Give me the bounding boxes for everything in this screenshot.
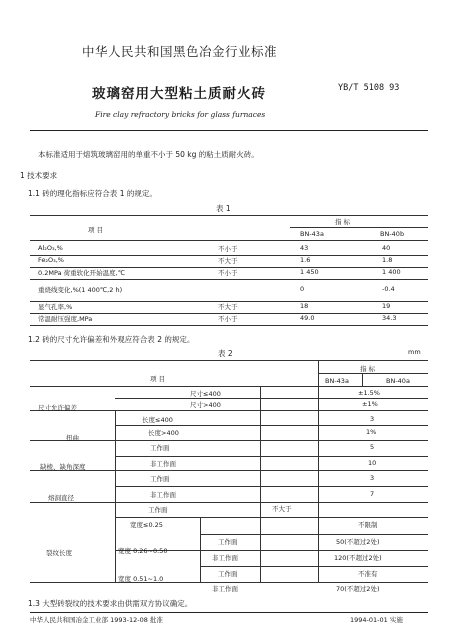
section-heading: 1 技术要求: [20, 171, 58, 180]
t2-rule-9: [30, 502, 428, 503]
table1-row-value-b: 1.8: [382, 256, 393, 264]
t2-v-dim2: ±1%: [362, 400, 378, 408]
table2-col-item: 项 目: [150, 375, 166, 383]
table1-row-value-b: 34.3: [382, 314, 397, 322]
table2-col-index: 指 标: [360, 365, 376, 373]
t2-group-bend: 扭曲: [66, 434, 79, 442]
table1-top-rule: [30, 215, 428, 216]
table1-row-value-b: 1 400: [382, 268, 401, 276]
table1-row-value-b: 40: [382, 244, 391, 252]
t2-rule-5: [30, 440, 428, 441]
t2-crack-work: 工作面: [148, 506, 168, 514]
t2-rule-1: [30, 386, 428, 387]
approval-line: 中华人民共和国冶金工业部 1993-12-08 批准: [30, 616, 163, 624]
t2-crack-width-2: 宽度 0.26~0.50: [118, 547, 168, 555]
table1-row-item: 显气孔率,%: [38, 303, 73, 311]
table1-row-rule: [30, 279, 428, 280]
t2-group-melt: 熔洞直径: [48, 494, 74, 502]
table1-row-value-a: 1 450: [300, 268, 319, 276]
t2-group-divider: [115, 410, 116, 582]
t2-group-dim: 尺寸允许偏差: [38, 404, 77, 412]
t2-rule-11: [200, 534, 428, 535]
t2-v-melt2: 7: [370, 490, 375, 498]
t2-rule-10: [115, 517, 428, 518]
table1-row-cond: 不大于: [218, 257, 238, 265]
table1-row-cond: 不小于: [218, 269, 238, 277]
table2-top-rule: [30, 360, 428, 361]
table1-row-cond: 不小于: [218, 315, 238, 323]
t2-value-divider: [318, 360, 319, 582]
effective-date: 1994-01-01 实施: [350, 616, 403, 624]
t2-crack-width-1: 宽度≤0.25: [130, 521, 163, 529]
table1-row-value-a: 18: [300, 302, 309, 310]
table2-grade-b: BN-40a: [386, 377, 410, 385]
t2-v-dim1: ±1.5%: [358, 389, 380, 397]
t2-v-crack2: 50(不超过2处): [336, 538, 380, 546]
clause-1-2: 1.2 砖的尺寸允许偏差和外观应符合表 2 的规定。: [28, 335, 195, 344]
t2-v-crack5: 70(不超过2处): [336, 585, 380, 593]
table1-col-index: 指 标: [335, 218, 351, 226]
t2-v-bend2: 1%: [366, 428, 377, 436]
standard-number: YB/T 5108 93: [338, 83, 400, 93]
t2-width-divider: [200, 517, 201, 582]
table1-subhead-rule: [290, 227, 428, 228]
t2-group-edge: 缺棱、缺角深度: [40, 463, 86, 471]
table1-row-item: Fe₂O₃,%: [38, 256, 64, 264]
t2-crack-width-3: 宽度 0.51~1.0: [118, 575, 164, 583]
t2-dim-1: 尺寸≤400: [190, 390, 221, 398]
table2-unit: mm: [408, 348, 421, 356]
t2-cond-divider: [260, 386, 261, 582]
table1-row-value-a: 49.0: [300, 314, 315, 322]
scope-paragraph: 本标准适用于熔筑玻璃窑用的单重不小于 50 kg 的粘土质耐火砖。: [38, 150, 259, 159]
table1-row-item: 0.2MPa 荷重软化开始温度,℃: [38, 269, 125, 277]
t2-v-crack1: 不限制: [358, 521, 378, 529]
t2-dim-2: 尺寸>400: [190, 401, 221, 409]
table1-row-item: 常温耐压强度,MPa: [38, 315, 93, 323]
t2-rule-7: [30, 470, 428, 471]
t2-rule-8: [115, 486, 428, 487]
issuing-body: 中华人民共和国黑色冶金行业标准: [82, 44, 278, 59]
t2-crack-w2-nonwork: 非工作面: [212, 554, 238, 562]
t2-edge-2: 非工作面: [150, 460, 176, 468]
header-rule: [30, 130, 428, 131]
t2-crack-w3-nonwork: 非工作面: [212, 585, 238, 593]
table1-row-item: Al₂O₃,%: [38, 244, 63, 252]
t2-edge-1: 工作面: [150, 444, 170, 452]
t2-rule-2: [115, 398, 428, 399]
table1-head-rule: [30, 240, 428, 241]
table2-subhead-rule: [318, 373, 428, 374]
clause-1-1: 1.1 砖的理化指标应符合表 1 的规定。: [28, 189, 157, 198]
t2-bend-1: 长度≤400: [142, 416, 173, 424]
t2-rule-4: [115, 425, 428, 426]
t2-v-crack3: 120(不超过2处): [334, 554, 382, 562]
t2-grade-divider: [362, 373, 363, 386]
table1-row-item: 重烧线变化,%(1 400℃,2 h): [38, 286, 123, 294]
t2-v-melt1: 3: [370, 474, 375, 482]
t2-melt-2: 非工作面: [150, 491, 176, 499]
table2-caption: 表 2: [218, 349, 233, 358]
t2-rule-13: [200, 566, 428, 567]
t2-v-edge2: 10: [368, 459, 377, 467]
table1-row-value-a: 43: [300, 244, 309, 252]
table1-caption: 表 1: [216, 204, 231, 213]
document-title: 玻璃窑用大型粘土质耐火砖: [92, 86, 266, 102]
table1-row-cond: 不大于: [218, 303, 238, 311]
t2-v-edge1: 5: [370, 443, 375, 451]
table1-row-cond: 不小于: [218, 245, 238, 253]
document-subtitle: Fire clay refractory bricks for glass furnaces: [95, 110, 266, 119]
t2-bend-2: 长度>400: [148, 429, 179, 437]
table1-row-value-a: 0: [300, 285, 305, 293]
table1-row-value-a: 1.6: [300, 256, 311, 264]
t2-v-bend1: 3: [370, 415, 375, 423]
table1-row-value-b: 19: [382, 302, 391, 310]
t2-v-crack4: 不准有: [358, 570, 378, 578]
t2-crack-w3-work: 工作面: [218, 570, 238, 578]
t2-cond: 不大于: [272, 505, 292, 513]
table1-row-rule: [30, 325, 428, 326]
table1-col-item: 项 目: [88, 226, 104, 234]
table1-grade-b: BN-40b: [380, 230, 405, 238]
clause-1-3: 1.3 大型砖裂纹的技术要求由供需双方协议确定。: [28, 599, 193, 608]
table1-grade-a: BN-43a: [300, 230, 324, 238]
t2-melt-1: 工作面: [150, 475, 170, 483]
t2-rule-6: [115, 456, 428, 457]
t2-group-crack: 裂纹长度: [46, 549, 72, 557]
t2-rule-14: [30, 582, 428, 583]
table1-row-value-b: -0.4: [382, 285, 395, 293]
t2-crack-w2-work: 工作面: [218, 538, 238, 546]
table2-grade-a: BN-43a: [325, 377, 349, 385]
t2-rule-3: [30, 410, 428, 411]
footer-rule: [30, 612, 428, 613]
